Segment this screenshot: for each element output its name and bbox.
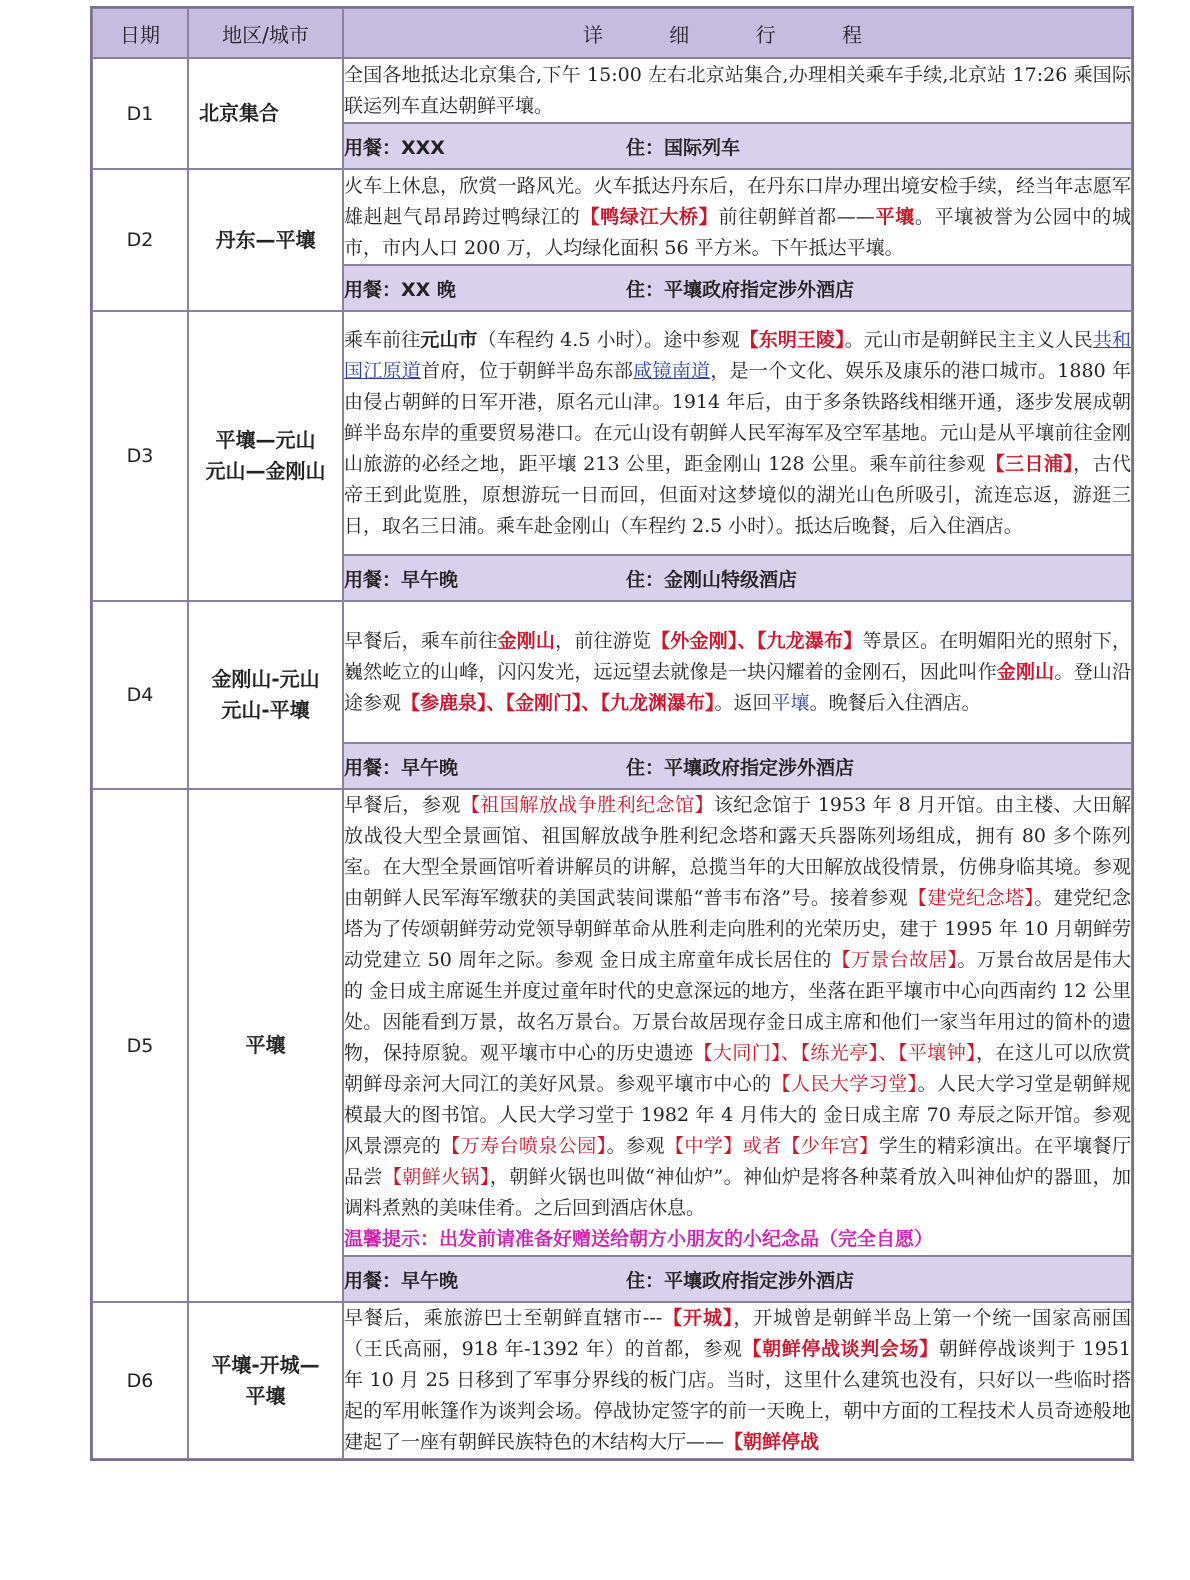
meal-cell [343,555,1132,601]
desc-segment: 火车上休息，欣赏一路风光。火车抵达丹东后，在丹东口岸办理出境安检手续，经当年志愿军雄赳赳气昂昂跨过鸭绿江的 [344,174,1131,228]
highlight-text: 金刚山 [996,660,1055,683]
day-cell: D4 [92,601,188,789]
highlight-text: 【中学】或者【少年宫】 [664,1135,879,1157]
highlight-text: 【祖国解放战争胜利纪念馆】 [460,794,714,816]
region-cell [188,311,343,601]
region-cell [188,169,343,311]
table-row [92,789,1132,1256]
desc-segment: 。人民大学习堂是朝鲜规模最大的图书馆。人民大学习堂于 1982 年 4 月伟大的 金日成主席 70 寿辰之际开馆。参观风景漂亮的 [344,1073,1131,1157]
highlight-text: 【东明王陵】 [739,328,845,351]
desc-segment: 等景区。在明媚阳光的照射下，巍然屹立的山峰，闪闪发光，远远望去就像是一块闪耀着的金刚石，因此叫作 [344,629,1131,683]
desc-segment: 早餐后，乘旅游巴士至朝鲜直辖市--- [344,1307,663,1329]
meal-cell [343,743,1132,789]
region-cell [188,58,343,169]
desc-cell [343,311,1132,555]
highlight-text: 【外金刚】、【九龙瀑布】 [651,629,863,652]
desc-segment: 。登山沿途参观 [344,660,1131,714]
desc-cell [343,1302,1132,1459]
desc-segment: 。建党纪念塔为了传颂朝鲜劳动党领导朝鲜革命从胜利走向胜利的光荣历史，建于 1995 年 10 月朝鲜劳动党建立 50 周年之际。参观 金日成主席童年成长居住的 [344,887,1131,971]
highlight-text: 金刚山 [497,629,556,652]
desc-cell [343,601,1132,743]
desc-segment: （车程约 4.5 小时）。途中参观 [477,328,740,351]
region-line: 北京集合 [199,101,279,125]
desc-segment: ，开城曾是朝鲜半岛上第一个统一国家高丽国（王氏高丽，918 年-1392 年）的首都，参观 [344,1307,1131,1360]
meal-label: 用餐：XX 晚 [344,278,456,301]
highlight-text: 【参鹿泉】、【金刚门】、【九龙渊瀑布】 [401,691,715,714]
desc-segment: 。返回 [714,691,772,714]
desc-segment: ，朝鲜火锅也叫做“神仙炉”。神仙炉是将各种菜肴放入叫神仙炉的器皿，加调料煮熟的美味佳肴。之后回到酒店休息。 [344,1166,1131,1219]
desc-text [344,790,1131,1224]
desc-segment: ，在这儿可以欣赏朝鲜母亲河大同江的美好风景。参观平壤市中心的 [344,1042,1131,1095]
tip-text: 温馨提示：出发前请准备好赠送给朝方小朋友的小纪念品（完全自愿） [344,1228,934,1250]
desc-segment: ，古代帝王到此览胜，原想游玩一日而回，但面对这梦境似的湖光山色所吸引，流连忘返，游逛三日，取名三日浦。乘车赴金刚山（车程约 2.5 小时）。抵达后晚餐，后入住酒店。 [344,452,1131,537]
stay-label: 住：平壤政府指定涉外酒店 [626,756,855,779]
region-cell [188,1302,343,1459]
table-row [92,58,1132,123]
desc-segment: 早餐后，参观 [344,794,461,816]
desc-segment: ，前往游览 [555,629,652,652]
desc-cell [343,58,1132,123]
desc-segment: 。参观 [606,1135,665,1157]
region-cell [188,601,343,789]
meal-cell [343,265,1132,311]
day-cell: D2 [92,169,188,311]
table-row [92,169,1132,265]
desc-segment: 该纪念馆于 1953 年 8 月开馆。由主楼、大田解放战役大型全景画馆、祖国解放战争胜利纪念塔和露天兵器陈列场组成，拥有 80 多个陈列室。在大型全景画馆听着讲解员的讲解，总揽当年的大田解放战役情景，仿佛身临其境。参观由朝鲜人民军海军缴获的美国武装间谍船“普韦布洛”号。接着参观 [344,794,1131,909]
region-line: 平壤-开城— [211,1352,320,1377]
highlight-text: 【万景台故居】 [831,949,958,971]
header-date: 日期 [92,8,188,58]
region-line: 平壤—元山 [215,428,316,452]
region-line: 丹东—平壤 [215,227,316,252]
highlight-text: 元山市 [420,328,478,351]
region-line: 金刚山-元山 [211,667,320,691]
meal-label: 用餐：XXX [344,136,445,159]
highlight-text: 【朝鲜停战 [724,1431,820,1453]
day-cell: D3 [92,311,188,601]
day-cell: D6 [92,1302,188,1459]
table-row [92,1302,1132,1459]
table-row [92,601,1132,743]
desc-segment: 。万景台故居是伟大的 金日成主席诞生并度过童年时代的史意深远的地方，坐落在距平壤市中心向西南约 12 公里处。因能看到万景，故名万景台。万景台故居现存金日成主席和他们一家当年用过的简朴的遗物，保持原貌。观平壤市中心的历史遗迹 [344,949,1131,1064]
highlight-text: 【人民大学习堂】 [771,1073,918,1095]
highlight-text: 【鸭绿江大桥】 [580,205,719,228]
header-region: 地区/城市 [188,8,343,58]
itinerary-table [90,6,1134,1461]
meal-label: 用餐：早午晚 [344,568,459,591]
highlight-text: 【三日浦】 [985,452,1074,475]
table-row [92,311,1132,555]
stay-label: 住：金刚山特级酒店 [626,568,798,591]
highlight-text: 【开城】 [662,1307,734,1329]
desc-segment: 全国各地抵达北京集合,下午 15:00 左右北京站集合,办理相关乘车手续,北京站 17:26 乘国际联运列车直达朝鲜平壤。 [344,63,1131,117]
stay-label: 住：平壤政府指定涉外酒店 [626,278,855,301]
stay-label: 住：国际列车 [626,136,741,159]
desc-segment: 。元山市是朝鲜民主主义人民 [844,328,1093,351]
highlight-text: 【万寿台喷泉公园】 [441,1135,607,1157]
desc-segment: 朝鲜停战谈判于 1951 年 10 月 25 日移到了军事分界线的板门店。当时，这里什么建筑也没有，只好以一些临时搭起的军用帐篷作为谈判会场。停战协定签字的前一天晚上，朝中方面的工程技术人员奇迹般地建起了一座有朝鲜民族特色的木结构大厅—— [344,1338,1131,1453]
header-detail: 详 细 行 程 [343,8,1132,58]
desc-cell [343,169,1132,265]
desc-segment: 。平壤被誉为公园中的城市，市内人口 200 万，人均绿化面积 56 平方米。下午抵达平壤。 [344,205,1131,259]
desc-segment: 前往朝鲜首都—— [718,205,875,228]
highlight-text: 【朝鲜停战谈判会场】 [742,1338,939,1360]
table-header-row [92,8,1132,58]
highlight-text: 平壤 [771,691,810,714]
region-line: 平壤 [245,1033,286,1057]
desc-segment: 早餐后，乘车前往 [344,629,498,652]
highlight-text: 【大同门】、【练光亭】、【平壤钟】 [693,1042,977,1064]
desc-segment: 乘车前往 [344,328,421,351]
highlight-text: 【朝鲜火锅】 [382,1166,490,1188]
meal-cell [343,123,1132,169]
day-cell: D5 [92,789,188,1302]
desc-cell [343,789,1132,1256]
desc-segment: 首府，位于朝鲜半岛东部 [421,359,634,382]
meal-cell [343,1256,1132,1302]
meal-label: 用餐：早午晚 [344,756,459,779]
highlight-text[interactable]: 咸镜南道 [633,359,711,382]
desc-segment: 。晚餐后入住酒店。 [809,691,981,714]
region-cell [188,789,343,1302]
region-line: 元山—金刚山 [205,459,326,483]
region-line: 平壤 [245,1383,286,1408]
region-line: 元山-平壤 [221,698,310,722]
highlight-text: 【建党纪念塔】 [907,887,1035,909]
meal-label: 用餐：早午晚 [344,1269,459,1292]
highlight-text[interactable]: 共和国江原道 [344,328,1131,382]
stay-label: 住：平壤政府指定涉外酒店 [626,1269,855,1292]
desc-segment: 学生的精彩演出。在平壤餐厅品尝 [344,1135,1131,1188]
highlight-text: 平壤 [874,205,915,228]
day-cell: D1 [92,58,188,169]
desc-segment: ，是一个文化、娱乐及康乐的港口城市。1880 年由侵占朝鲜的日军开港，原名元山津。1914 年后，由于多条铁路线相继开通，逐步发展成朝鲜半岛东岸的重要贸易港口。在元山设有朝鲜人民军海军及空军基地。元山是从平壤前往金刚山旅游的必经之地，距平壤 213 公里，距金刚山 128 公里。乘车前往参观 [344,359,1131,475]
